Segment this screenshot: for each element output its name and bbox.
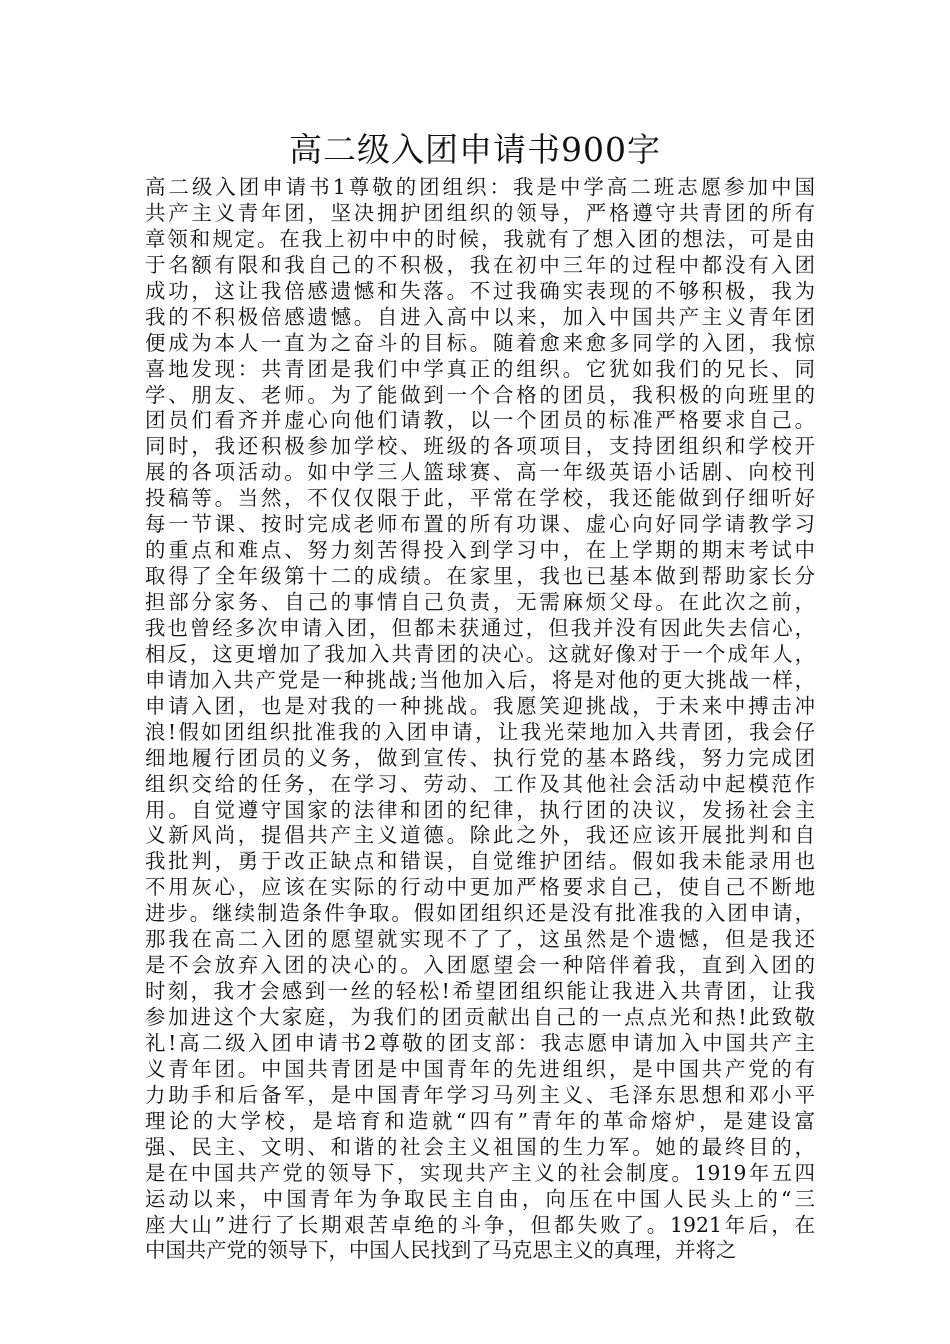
body-text-line: 强、民主、文明、和谐的社会主义祖国的生力军。她的最终目的， bbox=[145, 1134, 815, 1159]
body-text-line: 展的各项活动。如中学三人篮球赛、高一年级英语小话剧、向校刊 bbox=[145, 460, 815, 485]
body-text-line: 组织交给的任务，在学习、劳动、工作及其他社会活动中起模范作 bbox=[145, 771, 815, 796]
body-text-line: 每一节课、按时完成老师布置的所有功课、虚心向好同学请教学习 bbox=[145, 512, 815, 537]
body-text-line: 座大山”进行了长期艰苦卓绝的斗争，但都失败了。1921年后，在 bbox=[145, 1212, 815, 1237]
body-text-line: 我也曾经多次申请入团，但都未获通过，但我并没有因此失去信心， bbox=[145, 615, 815, 640]
body-text-line: 不用灰心，应该在实际的行动中更加严格要求自己，使自己不断地 bbox=[145, 875, 815, 900]
body-text-line: 时刻，我才会感到一丝的轻松!希望团组织能让我进入共青团，让我 bbox=[145, 979, 815, 1004]
body-text-line: 便成为本人一直为之奋斗的目标。随着愈来愈多同学的入团，我惊 bbox=[145, 330, 815, 355]
body-text-line: 取得了全年级第十二的成绩。在家里，我也已基本做到帮助家长分 bbox=[145, 564, 815, 589]
body-text-line: 是不会放弃入团的决心的。入团愿望会一种陪伴着我，直到入团的 bbox=[145, 953, 815, 978]
body-text-line: 运动以来，中国青年为争取民主自由，向压在中国人民头上的“三 bbox=[145, 1186, 815, 1211]
body-text-line: 共产主义青年团，坚决拥护团组织的领导，严格遵守共青团的所有 bbox=[145, 200, 815, 225]
body-text-line: 章领和规定。在我上初中中的时候，我就有了想入团的想法，可是由 bbox=[145, 226, 815, 251]
body-text-line: 申请加入共产党是一种挑战;当他加入后，将是对他的更大挑战一样， bbox=[145, 667, 815, 692]
body-text-line: 义新风尚，提倡共产主义道德。除此之外，我还应该开展批判和自 bbox=[145, 823, 815, 848]
body-text-line: 用。自觉遵守国家的法律和团的纪律，执行团的决议，发扬社会主 bbox=[145, 797, 815, 822]
body-text-line: 申请入团，也是对我的一种挑战。我愿笑迎挑战，于未来中搏击冲 bbox=[145, 693, 815, 718]
body-text-line: 我批判，勇于改正缺点和错误，自觉维护团结。假如我未能录用也 bbox=[145, 849, 815, 874]
body-text-line: 义青年团。中国共青团是中国青年的先进组织，是中国共产党的有 bbox=[145, 1056, 815, 1081]
body-text-line: 担部分家务、自己的事情自己负责，无需麻烦父母。在此次之前， bbox=[145, 590, 815, 614]
body-text-line: 理论的大学校，是培育和造就“四有”青年的革命熔炉，是建设富 bbox=[145, 1108, 815, 1133]
body-text-line: 礼!高二级入团申请书2尊敬的团支部：我志愿申请加入中国共产主 bbox=[145, 1030, 815, 1055]
body-text-line: 喜地发现：共青团是我们中学真正的组织。它犹如我们的兄长、同 bbox=[145, 356, 815, 381]
document-title: 高二级入团申请书900字 bbox=[289, 130, 661, 169]
body-text-line: 中国共产党的领导下，中国人民找到了马克思主义的真理，并将之 bbox=[145, 1238, 737, 1263]
body-text-line: 的重点和难点、努力刻苦得投入到学习中，在上学期的期末考试中 bbox=[145, 538, 815, 563]
body-text-line: 是在中国共产党的领导下，实现共产主义的社会制度。1919年五四 bbox=[145, 1160, 815, 1185]
body-text-line: 浪!假如团组织批准我的入团申请，让我光荣地加入共青团，我会仔 bbox=[145, 719, 815, 744]
body-text-line: 我的不积极倍感遗憾。自进入高中以来，加入中国共产主义青年团 bbox=[145, 304, 815, 329]
body-text-line: 成功，这让我倍感遗憾和失落。不过我确实表现的不够积极，我为 bbox=[145, 278, 815, 303]
document-body bbox=[145, 175, 815, 1264]
body-text-line: 相反，这更增加了我加入共青团的决心。这就好像对于一个成年人， bbox=[145, 641, 815, 666]
body-text-line: 高二级入团申请书1尊敬的团组织：我是中学高二班志愿参加中国 bbox=[145, 175, 815, 199]
body-text-line: 那我在高二入团的愿望就实现不了了，这虽然是个遗憾，但是我还 bbox=[145, 927, 815, 952]
body-text-line: 学、朋友、老师。为了能做到一个合格的团员，我积极的向班里的 bbox=[145, 382, 815, 407]
body-text-line: 团员们看齐并虚心向他们请教，以一个团员的标准严格要求自己。 bbox=[145, 408, 815, 433]
body-text-line: 进步。继续制造条件争取。假如团组织还是没有批准我的入团申请， bbox=[145, 901, 815, 926]
body-text-line: 参加进这个大家庭，为我们的团贡献出自己的一点点光和热!此致敬 bbox=[145, 1005, 815, 1029]
body-text-line: 力助手和后备军，是中国青年学习马列主义、毛泽东思想和邓小平 bbox=[145, 1082, 815, 1107]
body-text-line: 细地履行团员的义务，做到宣传、执行党的基本路线，努力完成团 bbox=[145, 745, 815, 770]
body-text-line: 同时，我还积极参加学校、班级的各项项目，支持团组织和学校开 bbox=[145, 434, 815, 459]
body-text-line: 投稿等。当然，不仅仅限于此，平常在学校，我还能做到仔细听好 bbox=[145, 486, 815, 511]
body-text-line: 于名额有限和我自己的不积极，我在初中三年的过程中都没有入团 bbox=[145, 252, 815, 277]
